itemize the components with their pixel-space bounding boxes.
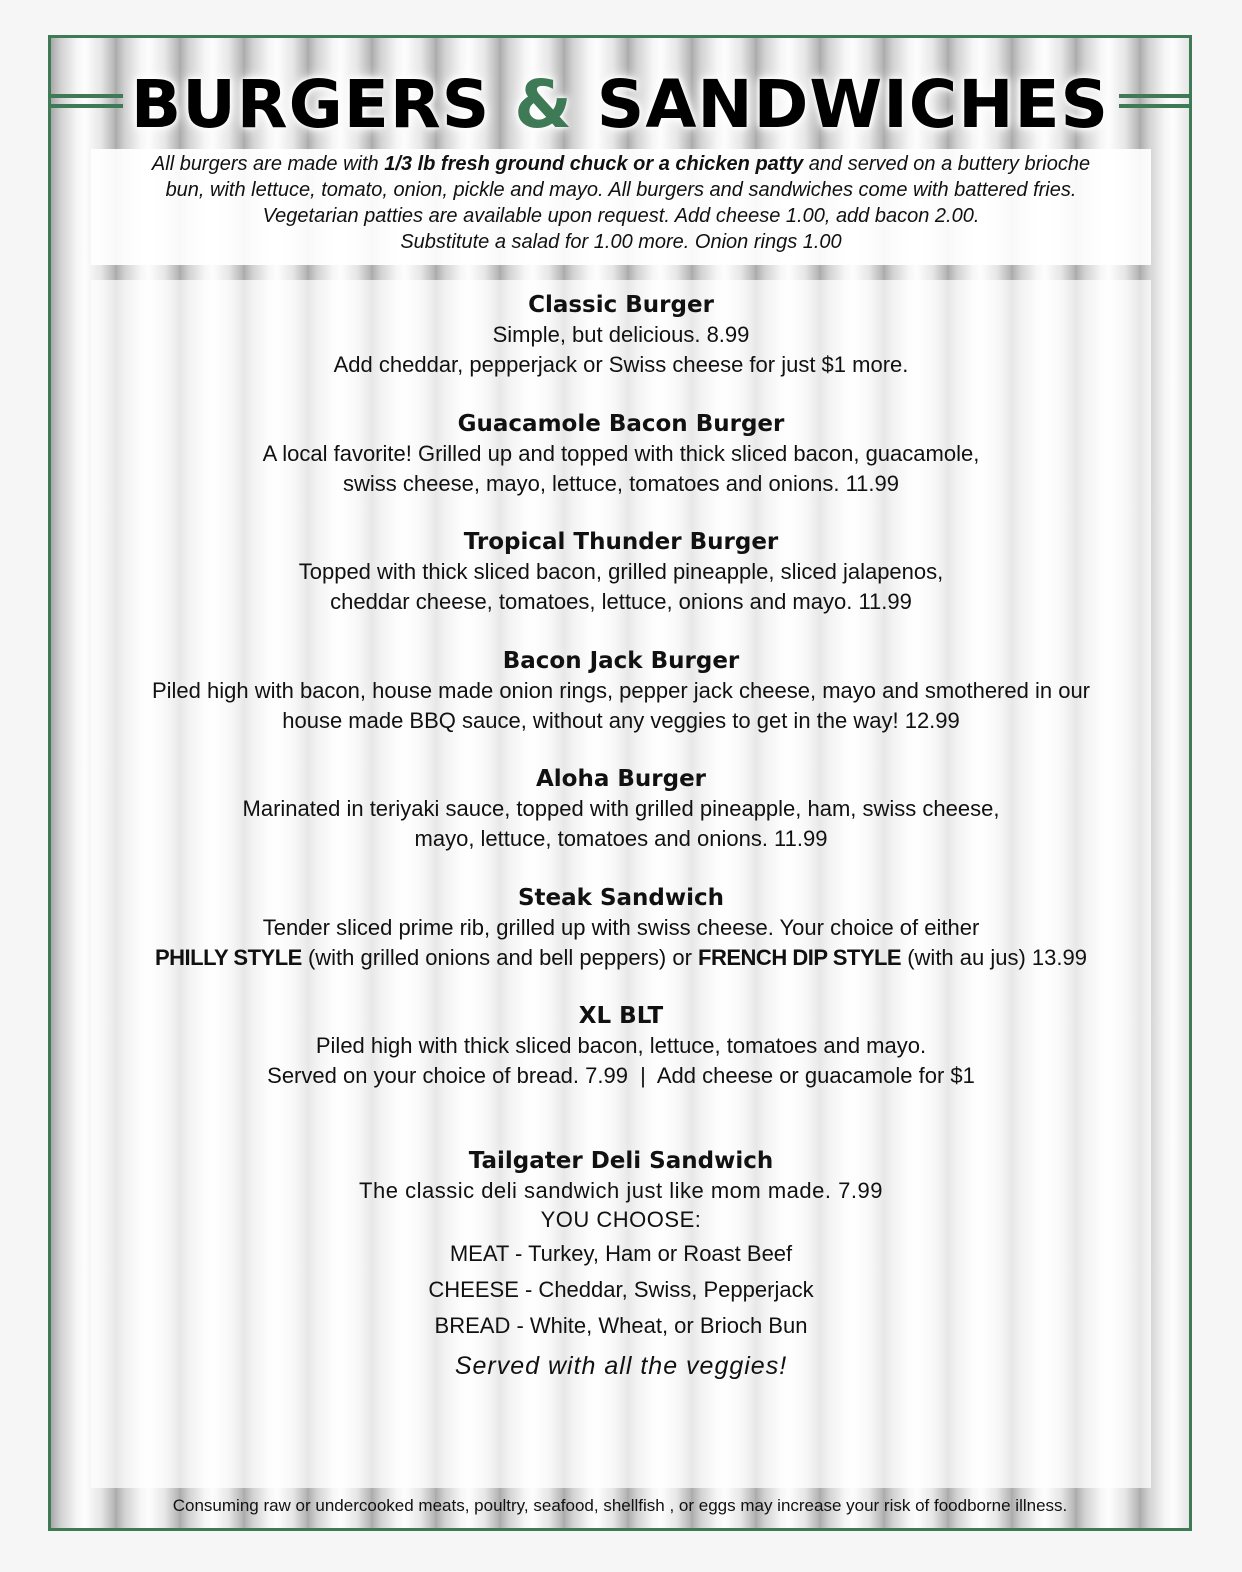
- title-word-sandwiches: SANDWICHES: [596, 66, 1110, 143]
- item-name: Tropical Thunder Burger: [463, 529, 779, 555]
- philly-style-label: PHILLY STYLE: [155, 945, 302, 970]
- menu-item-xl-blt: [91, 1001, 1151, 1091]
- philly-style-text: (with grilled onions and bell peppers) or: [301, 945, 699, 970]
- bread-choice: BREAD - White, Wheat, or Brioch Bun: [434, 1313, 808, 1338]
- intro-line-2: bun, with lettuce, tomato, onion, pickle and mayo. All burgers and sandwiches come with battered fries.: [165, 179, 1077, 201]
- item-name: Steak Sandwich: [517, 885, 725, 911]
- item-description-line: Tender sliced prime rib, grilled up with swiss cheese. Your choice of either: [262, 915, 980, 940]
- intro-line-1: [91, 151, 1151, 177]
- item-name: Classic Burger: [528, 292, 714, 318]
- veggies-note: Served with all the veggies!: [454, 1352, 788, 1380]
- item-description-line: Add cheddar, pepperjack or Swiss cheese for just $1 more.: [333, 352, 909, 377]
- foodborne-illness-warning: Consuming raw or undercooked meats, poultry, seafood, shellfish , or eggs may increase your risk of foodborne illness.: [172, 1496, 1068, 1515]
- cheese-choice: CHEESE - Cheddar, Swiss, Pepperjack: [428, 1277, 814, 1302]
- item-description: [91, 676, 1151, 736]
- menu-item-steak-sandwich: [91, 883, 1151, 973]
- french-dip-style-text: (with au jus) 13.99: [901, 945, 1087, 970]
- item-description: [91, 794, 1151, 854]
- item-name: Aloha Burger: [535, 766, 707, 792]
- item-description: [91, 1176, 1151, 1384]
- menu-item-bacon-jack-burger: [91, 646, 1151, 736]
- item-description: [91, 913, 1151, 973]
- intro-line-1-start: All burgers are made with: [151, 153, 385, 175]
- item-description: [91, 1031, 1151, 1091]
- french-dip-style-label: FRENCH DIP STYLE: [698, 945, 902, 970]
- menu-item-classic-burger: [91, 290, 1151, 380]
- item-description-line: house made BBQ sauce, without any veggies to get in the way! 12.99: [282, 708, 960, 733]
- item-description-line: swiss cheese, mayo, lettuce, tomatoes and onions. 11.99: [342, 471, 899, 496]
- item-description-line: Piled high with thick sliced bacon, lettuce, tomatoes and mayo.: [315, 1033, 927, 1058]
- menu-item-tailgater-deli-sandwich: [91, 1146, 1151, 1384]
- item-description: [91, 320, 1151, 380]
- item-description-line: cheddar cheese, tomatoes, lettuce, onions and mayo. 11.99: [330, 589, 912, 614]
- menu-page: [48, 35, 1192, 1531]
- item-description-line: A local favorite! Grilled up and topped with thick sliced bacon, guacamole,: [262, 441, 980, 466]
- you-choose-heading: YOU CHOOSE:: [540, 1207, 702, 1232]
- item-description-line: Simple, but delicious. 8.99: [492, 322, 750, 347]
- item-description-line: Topped with thick sliced bacon, grilled pineapple, sliced jalapenos,: [298, 559, 944, 584]
- menu-item-tropical-thunder-burger: [91, 527, 1151, 617]
- meat-choice: MEAT - Turkey, Ham or Roast Beef: [449, 1241, 793, 1266]
- item-description: [91, 557, 1151, 617]
- item-description-line: Piled high with bacon, house made onion rings, pepper jack cheese, mayo and smothered in our: [151, 678, 1091, 703]
- intro-notes: [91, 149, 1151, 265]
- intro-patty-highlight: 1/3 lb fresh ground chuck or a chicken patty: [384, 153, 804, 175]
- item-name: XL BLT: [578, 1003, 664, 1029]
- title-ampersand: &: [514, 66, 573, 143]
- title-word-burgers: BURGERS: [130, 66, 491, 143]
- item-description-line: The classic deli sandwich just like mom made. 7.99: [359, 1178, 883, 1203]
- item-description-line: mayo, lettuce, tomatoes and onions. 11.99: [414, 826, 828, 851]
- intro-line-1-end: and served on a buttery brioche: [803, 153, 1091, 175]
- menu-item-aloha-burger: [91, 764, 1151, 854]
- item-description-line: Served on your choice of bread. 7.99 | Add cheese or guacamole for $1: [267, 1063, 975, 1088]
- intro-line-3: Vegetarian patties are available upon request. Add cheese 1.00, add bacon 2.00.: [262, 205, 980, 227]
- item-style-options: [91, 943, 1151, 973]
- page-title: [51, 66, 1189, 143]
- intro-line-4: Substitute a salad for 1.00 more. Onion rings 1.00: [400, 231, 842, 253]
- item-description: [91, 439, 1151, 499]
- item-name: Guacamole Bacon Burger: [457, 411, 785, 437]
- item-description-line: Marinated in teriyaki sauce, topped with grilled pineapple, ham, swiss cheese,: [242, 796, 1000, 821]
- item-name: Bacon Jack Burger: [502, 648, 740, 674]
- menu-items: [91, 280, 1151, 1488]
- item-name: Tailgater Deli Sandwich: [468, 1148, 774, 1174]
- menu-item-guacamole-bacon-burger: [91, 409, 1151, 499]
